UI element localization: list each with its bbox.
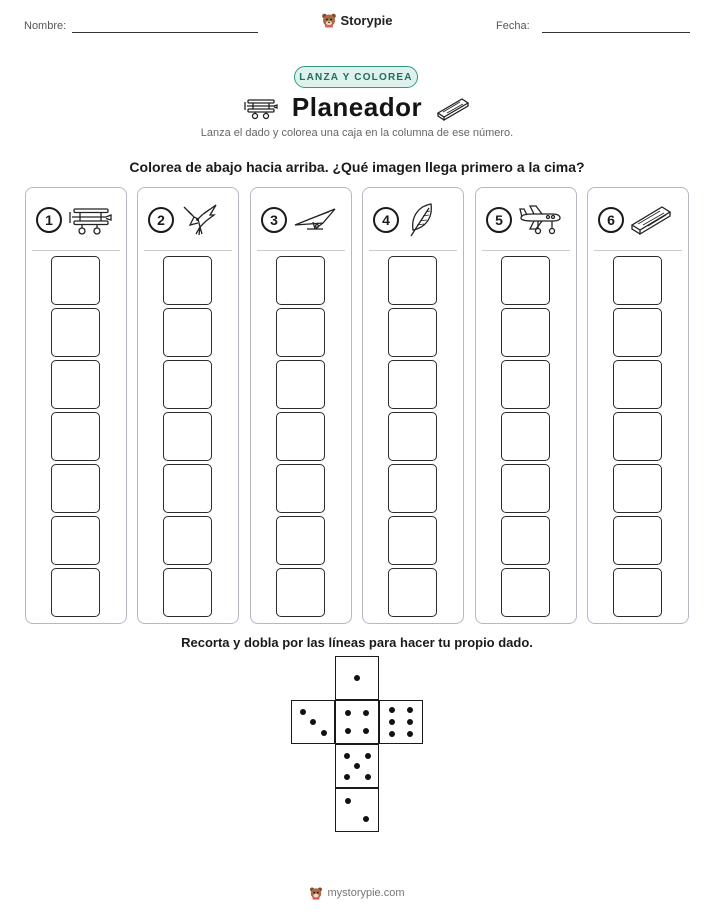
column-divider	[482, 250, 570, 251]
biplane-icon	[244, 95, 278, 121]
die-pip	[310, 719, 316, 725]
die-pip	[345, 710, 351, 716]
color-box[interactable]	[501, 464, 550, 513]
color-box[interactable]	[163, 568, 212, 617]
brand	[0, 12, 714, 28]
biplane-icon	[68, 203, 112, 237]
column-4	[362, 187, 464, 624]
wood-plank-icon	[630, 203, 672, 237]
color-box[interactable]	[51, 568, 100, 617]
die-pip	[344, 774, 350, 780]
instruction: Colorea de abajo hacia arriba. ¿Qué imagen llega primero a la cima?	[129, 159, 585, 175]
column-3	[250, 187, 352, 624]
subtitle: Lanza el dado y colorea una caja en la columna de ese número.	[200, 127, 514, 139]
color-box[interactable]	[613, 568, 662, 617]
date-label: Fecha:	[496, 20, 530, 32]
color-box[interactable]	[388, 516, 437, 565]
color-box[interactable]	[613, 516, 662, 565]
die-face-three	[291, 700, 335, 744]
color-box[interactable]	[163, 412, 212, 461]
die-pip	[389, 707, 395, 713]
color-box[interactable]	[501, 360, 550, 409]
title-row	[0, 92, 714, 123]
color-box[interactable]	[51, 308, 100, 357]
column-header	[261, 202, 343, 238]
color-box[interactable]	[276, 568, 325, 617]
color-box[interactable]	[163, 464, 212, 513]
color-box[interactable]	[276, 308, 325, 357]
die-pip	[389, 719, 395, 725]
feather-icon	[405, 202, 439, 238]
color-box[interactable]	[388, 412, 437, 461]
column-divider	[369, 250, 457, 251]
color-box[interactable]	[501, 412, 550, 461]
color-box[interactable]	[501, 516, 550, 565]
column-number: 4	[373, 207, 399, 233]
color-box[interactable]	[613, 308, 662, 357]
column-number: 5	[486, 207, 512, 233]
brand-name: Storypie	[340, 12, 393, 28]
color-box[interactable]	[388, 464, 437, 513]
die-pip	[300, 709, 306, 715]
die-pip	[365, 753, 371, 759]
die-pip	[365, 774, 371, 780]
color-box[interactable]	[163, 256, 212, 305]
column-header	[598, 202, 680, 238]
column-divider	[257, 250, 345, 251]
footer-url: mystorypie.com	[327, 887, 405, 899]
color-box[interactable]	[613, 464, 662, 513]
color-box[interactable]	[163, 516, 212, 565]
color-box[interactable]	[501, 308, 550, 357]
die-pip	[407, 731, 413, 737]
column-number: 2	[148, 207, 174, 233]
activity-badge: LANZA Y COLOREA	[294, 66, 418, 88]
column-divider	[594, 250, 682, 251]
die-face-two	[335, 788, 379, 832]
eagle-icon	[180, 203, 220, 237]
color-box[interactable]	[388, 256, 437, 305]
color-box[interactable]	[388, 360, 437, 409]
small-plane-icon	[518, 203, 562, 237]
column-header	[373, 202, 455, 238]
column-header	[148, 202, 230, 238]
bear-logo-icon	[309, 886, 323, 900]
die-pip	[407, 719, 413, 725]
color-box[interactable]	[276, 360, 325, 409]
color-box[interactable]	[613, 256, 662, 305]
die-face-one	[335, 656, 379, 700]
column-number: 6	[598, 207, 624, 233]
page-title: Planeador	[291, 92, 423, 122]
color-box[interactable]	[613, 360, 662, 409]
name-line[interactable]	[72, 32, 258, 33]
date-line[interactable]	[542, 32, 690, 33]
die-pip	[407, 707, 413, 713]
die-pip	[389, 731, 395, 737]
color-box[interactable]	[276, 412, 325, 461]
column-number: 3	[261, 207, 287, 233]
column-divider	[32, 250, 120, 251]
column-6	[587, 187, 689, 624]
die-face-six	[379, 700, 423, 744]
hang-glider-icon	[293, 205, 337, 235]
bear-logo-icon	[321, 12, 337, 28]
die-pip	[363, 710, 369, 716]
color-box[interactable]	[276, 464, 325, 513]
color-box[interactable]	[51, 256, 100, 305]
color-box[interactable]	[51, 360, 100, 409]
column-divider	[144, 250, 232, 251]
color-box[interactable]	[51, 412, 100, 461]
color-box[interactable]	[276, 516, 325, 565]
wood-plank-icon	[436, 95, 470, 121]
color-box[interactable]	[501, 568, 550, 617]
color-box[interactable]	[51, 516, 100, 565]
column-5	[475, 187, 577, 624]
color-box[interactable]	[163, 308, 212, 357]
name-label: Nombre:	[24, 20, 67, 32]
color-box[interactable]	[501, 256, 550, 305]
column-1	[25, 187, 127, 624]
column-number: 1	[36, 207, 62, 233]
die-pip	[344, 753, 350, 759]
color-box[interactable]	[388, 568, 437, 617]
die-pip	[354, 675, 360, 681]
die-pip	[345, 798, 351, 804]
die-pip	[363, 728, 369, 734]
die-face-five	[335, 744, 379, 788]
color-box[interactable]	[388, 308, 437, 357]
column-header	[36, 202, 118, 238]
footer	[0, 886, 714, 900]
cut-instruction: Recorta y dobla por las líneas para hacer tu propio dado.	[181, 635, 533, 650]
die-face-four	[335, 700, 379, 744]
color-box[interactable]	[613, 412, 662, 461]
column-header	[486, 202, 568, 238]
die-pip	[363, 816, 369, 822]
die-pip	[321, 730, 327, 736]
color-box[interactable]	[163, 360, 212, 409]
column-2	[137, 187, 239, 624]
die-pip	[345, 728, 351, 734]
color-box[interactable]	[51, 464, 100, 513]
die-pip	[354, 763, 360, 769]
color-box[interactable]	[276, 256, 325, 305]
